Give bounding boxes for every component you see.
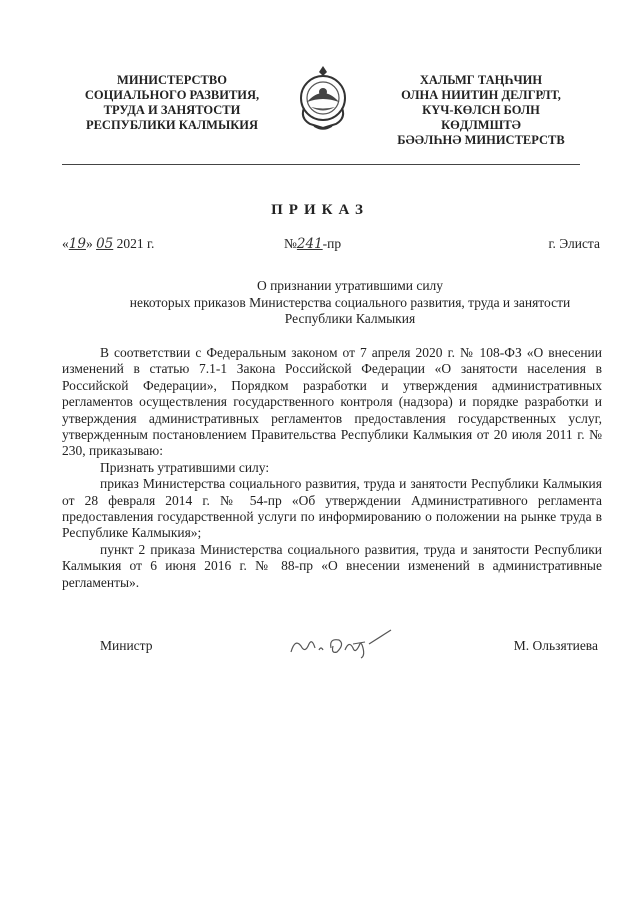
header-ministry-russian: [62, 73, 282, 133]
date-close-quote: »: [85, 236, 97, 251]
document-title: ПРИКАЗ: [271, 202, 369, 218]
signatory-title: Министр: [100, 638, 153, 653]
date-month-handwritten: 05: [96, 236, 114, 252]
header-left-line-4: РЕСПУБЛИКИ КАЛМЫКИЯ: [85, 118, 259, 132]
date-day-handwritten: 19: [68, 236, 86, 252]
date-year: 2021 г.: [113, 236, 155, 251]
number-handwritten: 241: [296, 236, 323, 252]
document-subject: [100, 278, 600, 328]
document-meta-row: [62, 236, 600, 254]
subject-line-2: некоторых приказов Министерства социального развития, труда и занятости: [129, 294, 571, 310]
header-right-line-2: ОЛНА НИИТИН ДЕЛГРЛТ,: [401, 88, 561, 102]
document-number: [284, 236, 341, 252]
document-city: г. Элиста: [548, 236, 600, 251]
header-left-line-1: МИНИСТЕРСТВО: [117, 73, 227, 87]
number-suffix: -пр: [322, 236, 342, 251]
number-sign: №: [284, 236, 297, 251]
body-paragraph-3: приказ Министерства социального развития, труда и занятости Республики Калмыкия от 28 февраля 2014 г. № 54-пр «Об утверждении Административного регламента предоставления государственной услуги по информированию о положении на рынке труда в Республике Калмыкия»;: [62, 476, 602, 541]
header-ministry-kalmyk: [372, 73, 590, 148]
signature-row: [100, 638, 598, 662]
header-right-line-4: КӨДЛМШТӘ: [441, 118, 521, 132]
header-right-line-1: ХАЛЬМГ ТАҢҺЧИН: [419, 73, 543, 87]
header-right-line-3: КҮЧ-КӨЛСН БОЛН: [422, 103, 540, 117]
body-paragraph-2: Признать утратившими силу:: [100, 459, 270, 475]
subject-line-1: О признании утратившими силу: [256, 278, 444, 293]
document-date: [62, 236, 154, 252]
header-right-line-5: БӘӘЛҺНӘ МИНИСТЕРСТВ: [397, 133, 565, 147]
coat-of-arms-icon: [296, 62, 350, 134]
date-open-quote: «: [62, 236, 69, 251]
handwritten-signature: [285, 626, 395, 660]
header-left-line-2: СОЦИАЛЬНОГО РАЗВИТИЯ,: [84, 88, 260, 102]
header-left-line-3: ТРУДА И ЗАНЯТОСТИ: [103, 103, 241, 117]
subject-line-3: Республики Калмыкия: [284, 311, 416, 326]
body-paragraph-4: пункт 2 приказа Министерства социального развития, труда и занятости Республики Калмыкия от 6 июня 2016 г. № 88-пр «О внесении изменений в административные регламенты».: [62, 541, 602, 590]
signatory-name: М. Ользятиева: [513, 638, 598, 653]
header-divider: [62, 164, 580, 165]
body-paragraph-1: В соответствии с Федеральным законом от 7 апреля 2020 г. № 108-ФЗ «О внесении изменений в статью 7.1-1 Закона Российской Федерации «О занятости населения в Российской Федерации», Порядком разработки и утверждения административных регламентов осуществления государственного контроля (надзора) и порядке разработки и утверждения административных регламентов предоставления государственных услуг, утвержденным постановлением Правительства Республики Калмыкия от 20 июля 2011 г. № 230, приказываю:: [62, 345, 602, 459]
document-body: [62, 345, 602, 591]
